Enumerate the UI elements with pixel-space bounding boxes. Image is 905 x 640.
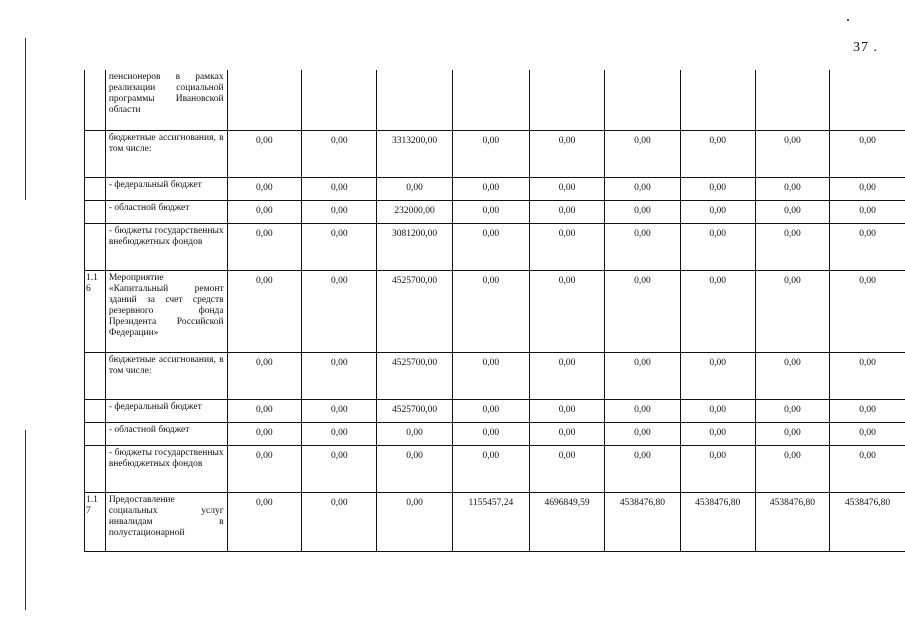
value-cell [830,70,905,130]
value-cell: 0,00 [529,445,604,492]
value-cell: 4696849,59 [529,492,604,551]
row-description: бюджетные ассигнования, в том числе: [105,130,227,177]
value-cell: 0,00 [377,177,452,200]
table-body [85,70,905,551]
value-cell: 0,00 [227,422,301,445]
value-cell: 0,00 [680,177,755,200]
table-row [85,445,905,492]
value-cell: 0,00 [377,422,452,445]
row-description: - бюджеты государственных внебюджетных фондов [105,223,227,270]
row-description: - бюджеты государственных внебюджетных фондов [105,445,227,492]
binding-margin-line-top [25,38,26,200]
table-row [85,399,905,422]
row-code [85,422,106,445]
value-cell: 0,00 [605,270,680,352]
row-code [85,70,106,130]
row-description: бюджетные ассигнования, в том числе: [105,352,227,399]
row-description: Предоставление социальных услуг инвалидам в полустационарной [105,492,227,551]
value-cell: 0,00 [755,177,829,200]
value-cell: 0,00 [755,352,829,399]
row-code [85,399,106,422]
value-cell: 0,00 [227,399,301,422]
value-cell: 0,00 [830,445,905,492]
binding-margin-line-bottom [25,430,26,610]
value-cell [227,70,301,130]
value-cell: 3081200,00 [377,223,452,270]
value-cell: 0,00 [302,130,377,177]
value-cell: 0,00 [680,270,755,352]
value-cell: 0,00 [830,399,905,422]
value-cell: 0,00 [302,399,377,422]
value-cell: 0,00 [302,492,377,551]
value-cell: 0,00 [302,352,377,399]
value-cell: 0,00 [680,422,755,445]
value-cell: 0,00 [227,352,301,399]
value-cell [680,70,755,130]
value-cell: 0,00 [452,177,529,200]
value-cell: 0,00 [529,223,604,270]
page-number: 37 . [853,40,878,55]
value-cell: 232000,00 [377,200,452,223]
value-cell: 0,00 [529,200,604,223]
value-cell: 0,00 [830,200,905,223]
value-cell [377,70,452,130]
value-cell: 0,00 [452,352,529,399]
value-cell: 0,00 [755,422,829,445]
row-description: - федеральный бюджет [105,399,227,422]
value-cell: 0,00 [529,422,604,445]
value-cell: 0,00 [830,223,905,270]
value-cell: 0,00 [830,422,905,445]
value-cell: 0,00 [755,445,829,492]
value-cell: 4538476,80 [680,492,755,551]
row-description: - федеральный бюджет [105,177,227,200]
row-code: 1.1 6 [85,270,106,352]
value-cell: 0,00 [605,130,680,177]
value-cell: 0,00 [830,352,905,399]
table-row [85,130,905,177]
scan-speck [847,19,849,21]
value-cell: 0,00 [529,177,604,200]
table-row [85,352,905,399]
value-cell: 0,00 [452,445,529,492]
value-cell: 0,00 [452,422,529,445]
value-cell: 0,00 [680,200,755,223]
value-cell: 0,00 [452,270,529,352]
value-cell: 0,00 [302,270,377,352]
value-cell: 0,00 [755,270,829,352]
table-row [85,177,905,200]
value-cell [302,70,377,130]
value-cell: 0,00 [227,223,301,270]
value-cell: 0,00 [605,200,680,223]
value-cell: 0,00 [227,270,301,352]
value-cell: 0,00 [605,352,680,399]
value-cell [605,70,680,130]
value-cell: 0,00 [605,399,680,422]
value-cell: 0,00 [755,223,829,270]
value-cell: 0,00 [830,177,905,200]
value-cell: 0,00 [452,130,529,177]
value-cell: 4538476,80 [605,492,680,551]
value-cell: 0,00 [755,130,829,177]
value-cell: 0,00 [529,399,604,422]
value-cell: 0,00 [605,445,680,492]
value-cell: 0,00 [605,177,680,200]
value-cell: 0,00 [302,200,377,223]
row-code: 1.1 7 [85,492,106,551]
value-cell [755,70,829,130]
row-code [85,177,106,200]
value-cell: 0,00 [227,200,301,223]
value-cell: 0,00 [755,200,829,223]
budget-table [84,70,905,552]
value-cell: 0,00 [452,399,529,422]
value-cell: 4538476,80 [830,492,905,551]
row-code [85,223,106,270]
table-row [85,200,905,223]
table-row [85,70,905,130]
value-cell: 0,00 [830,270,905,352]
row-description: Мероприятие «Капитальный ремонт зданий за счет средств резервного фонда Президента Российской Федерации» [105,270,227,352]
table-row [85,422,905,445]
value-cell: 0,00 [452,223,529,270]
value-cell: 0,00 [377,445,452,492]
row-description: - областной бюджет [105,422,227,445]
value-cell: 0,00 [529,270,604,352]
value-cell: 0,00 [680,223,755,270]
table-row [85,492,905,551]
value-cell: 0,00 [377,492,452,551]
value-cell: 0,00 [680,130,755,177]
row-code [85,130,106,177]
value-cell [529,70,604,130]
value-cell: 0,00 [680,352,755,399]
value-cell: 0,00 [605,422,680,445]
row-code [85,445,106,492]
row-description: - областной бюджет [105,200,227,223]
value-cell: 4525700,00 [377,270,452,352]
row-description: пенсионеров в рамках реализации социальной программы Ивановской области [105,70,227,130]
value-cell: 0,00 [529,352,604,399]
value-cell: 0,00 [755,399,829,422]
value-cell: 0,00 [227,445,301,492]
value-cell: 0,00 [302,177,377,200]
value-cell: 3313200,00 [377,130,452,177]
value-cell: 4525700,00 [377,399,452,422]
value-cell: 0,00 [302,223,377,270]
table-row [85,223,905,270]
table-row [85,270,905,352]
value-cell: 4538476,80 [755,492,829,551]
value-cell: 0,00 [529,130,604,177]
value-cell [452,70,529,130]
value-cell: 0,00 [227,492,301,551]
value-cell: 0,00 [452,200,529,223]
value-cell: 0,00 [830,130,905,177]
value-cell: 0,00 [680,399,755,422]
row-code [85,200,106,223]
value-cell: 0,00 [680,445,755,492]
row-code [85,352,106,399]
value-cell: 0,00 [227,130,301,177]
value-cell: 1155457,24 [452,492,529,551]
value-cell: 0,00 [302,445,377,492]
value-cell: 0,00 [605,223,680,270]
value-cell: 0,00 [227,177,301,200]
value-cell: 0,00 [302,422,377,445]
value-cell: 4525700,00 [377,352,452,399]
